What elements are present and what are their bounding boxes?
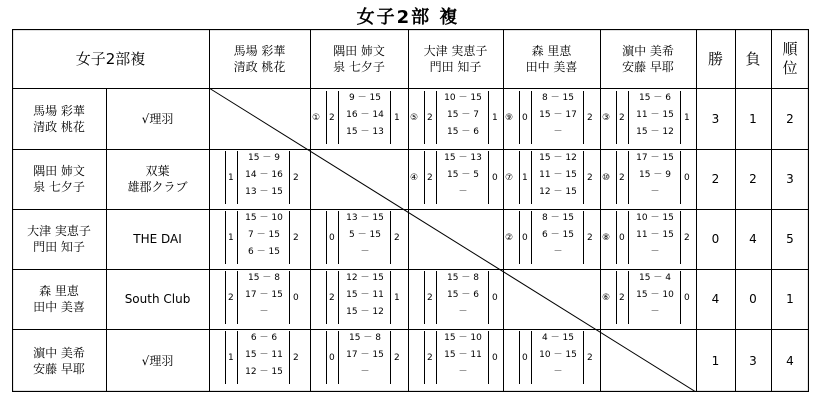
set-score: 15 － 4 — [639, 273, 671, 283]
wins-value: 2 — [711, 172, 720, 186]
set-score: 15 － 8 — [248, 273, 280, 283]
sets-lost: 2 — [293, 353, 299, 363]
team-header-4 — [503, 29, 600, 88]
player-name: 安藤 早耶 — [33, 361, 85, 376]
player-names — [12, 209, 106, 269]
set-score: 6 － 15 — [248, 247, 280, 257]
set-score: 12 － 15 — [245, 367, 283, 377]
set-score: 7 － 15 — [248, 230, 280, 240]
club-line: South Club — [124, 292, 191, 306]
set-score: 15 － 5 — [447, 170, 479, 180]
set-score: 6 － 6 — [250, 333, 278, 343]
set-score: 15 － 10 — [444, 333, 482, 343]
set-score: 12 － 15 — [346, 273, 384, 283]
sets-won: 1 — [228, 173, 234, 183]
sets-lost: 0 — [492, 293, 498, 303]
set-score: － — [650, 247, 660, 257]
set-score: 15 － 6 — [447, 127, 479, 137]
set-score: － — [259, 307, 269, 317]
player-names — [12, 149, 106, 209]
sets-lost: 2 — [293, 233, 299, 243]
set-score: 11 － 15 — [636, 230, 674, 240]
player-names — [12, 88, 106, 149]
match-number: ② — [505, 233, 514, 243]
losses-value: 4 — [749, 232, 757, 246]
match-number: ④ — [410, 173, 419, 183]
match-number: ⑥ — [602, 293, 611, 303]
player-names — [12, 269, 106, 329]
sets-lost: 2 — [587, 353, 593, 363]
player-name: 清政 桃花 — [33, 119, 85, 134]
match-number: ⑦ — [505, 173, 514, 183]
sets-won: 0 — [522, 113, 528, 123]
set-score: 15 － 13 — [444, 153, 482, 163]
sets-won: 2 — [619, 173, 625, 183]
set-score: 8 － 15 — [542, 213, 574, 223]
rank-header-char: 位 — [782, 58, 798, 77]
player-name: 泉 七夕子 — [33, 180, 85, 194]
set-score: 15 － 10 — [245, 213, 283, 223]
sets-lost: 1 — [492, 113, 498, 123]
club-name — [106, 209, 209, 269]
set-score: 15 － 11 — [346, 290, 384, 300]
sets-won: 0 — [522, 353, 528, 363]
sets-lost: 2 — [293, 173, 299, 183]
player-name: 隅田 姉文 — [33, 164, 85, 178]
set-score: 15 － 7 — [447, 110, 479, 120]
set-score: 15 － 8 — [349, 333, 381, 343]
club-line: √理羽 — [141, 353, 174, 368]
player-name: 濵中 美希 — [33, 345, 85, 360]
sets-won: 2 — [329, 113, 335, 123]
sets-lost: 0 — [684, 293, 690, 303]
team-header-name: 濵中 美希 — [622, 43, 674, 58]
sets-won: 2 — [427, 353, 433, 363]
sets-won: 2 — [619, 293, 625, 303]
wins-value: 3 — [711, 111, 720, 126]
sets-lost: 2 — [394, 233, 400, 243]
set-score: 5 － 15 — [349, 230, 381, 240]
sets-lost: 1 — [394, 293, 400, 303]
sets-won: 2 — [228, 293, 234, 303]
sets-won: 0 — [619, 233, 625, 243]
sets-lost: 2 — [684, 233, 690, 243]
sets-won: 1 — [228, 353, 234, 363]
set-score: － — [458, 187, 468, 197]
team-header-3 — [408, 29, 503, 88]
page-title: 女子2部 複 — [356, 7, 460, 28]
club-line: 雄郡クラブ — [127, 180, 188, 194]
club-line: THE DAI — [133, 232, 182, 246]
match-number: ① — [312, 113, 321, 123]
wins-value: 1 — [711, 353, 720, 368]
sets-won: 0 — [329, 353, 335, 363]
set-score: － — [360, 367, 370, 377]
sets-lost: 0 — [293, 293, 299, 303]
club-name — [106, 329, 209, 392]
set-score: 17 － 15 — [346, 350, 384, 360]
sets-lost: 0 — [492, 353, 498, 363]
set-score: 15 － 13 — [346, 127, 384, 137]
sets-won: 2 — [619, 113, 625, 123]
team-header-name: 馬場 彩華 — [233, 43, 286, 58]
match-number: ⑨ — [505, 113, 514, 123]
sets-won: 2 — [427, 173, 433, 183]
team-header-name: 清政 桃花 — [233, 59, 286, 74]
losses-value: 2 — [749, 172, 757, 186]
set-score: 15 － 12 — [539, 153, 577, 163]
set-score: － — [553, 127, 563, 137]
set-score: － — [360, 247, 370, 257]
sets-lost: 2 — [587, 173, 593, 183]
set-score: 15 － 9 — [639, 170, 671, 180]
rank-value: 5 — [786, 232, 794, 246]
set-score: 15 － 8 — [447, 273, 479, 283]
league-table — [12, 29, 809, 392]
set-score: 15 － 10 — [636, 290, 674, 300]
club-name — [106, 88, 209, 149]
player-name: 森 里恵 — [39, 284, 79, 298]
player-name: 馬場 彩華 — [33, 103, 85, 118]
club-name — [106, 149, 209, 209]
sets-won: 1 — [228, 233, 234, 243]
set-score: 15 － 9 — [248, 153, 280, 163]
set-score: － — [650, 307, 660, 317]
set-score: － — [553, 367, 563, 377]
player-name: 大津 実恵子 — [27, 224, 91, 238]
sets-won: 1 — [522, 173, 528, 183]
rank-value: 3 — [786, 172, 794, 186]
set-score: 15 － 11 — [245, 350, 283, 360]
losses-value: 3 — [749, 353, 757, 368]
set-score: 14 － 16 — [245, 170, 283, 180]
set-score: 12 － 15 — [539, 187, 577, 197]
set-score: － — [650, 187, 660, 197]
team-header-name: 森 里恵 — [531, 43, 572, 58]
rank-value: 2 — [786, 111, 794, 126]
set-score: 15 － 12 — [636, 127, 674, 137]
rank-value: 1 — [786, 292, 794, 306]
team-header-name: 田中 美喜 — [525, 59, 578, 74]
set-score: 15 － 12 — [346, 307, 384, 317]
set-score: 13 － 15 — [346, 213, 384, 223]
team-header-2 — [310, 29, 408, 88]
sets-won: 0 — [329, 233, 335, 243]
sets-lost: 0 — [492, 173, 498, 183]
sets-lost: 1 — [394, 113, 400, 123]
team-header-name: 泉 七夕子 — [333, 59, 385, 74]
table-corner-title: 女子2部複 — [75, 49, 146, 68]
sets-won: 2 — [427, 293, 433, 303]
losses-value: 0 — [749, 292, 757, 306]
set-score: 4 － 15 — [542, 333, 574, 343]
set-score: － — [458, 367, 468, 377]
match-number: ⑧ — [602, 233, 611, 243]
team-header-5 — [600, 29, 696, 88]
team-header-name: 安藤 早耶 — [622, 59, 674, 74]
set-score: 16 － 14 — [346, 110, 384, 120]
set-score: 15 － 17 — [539, 110, 577, 120]
rank-value: 4 — [786, 353, 794, 368]
match-number: ⑤ — [410, 113, 419, 123]
set-score: 10 － 15 — [539, 350, 577, 360]
set-score: 10 － 15 — [636, 213, 674, 223]
rank-header-char: 順 — [782, 39, 798, 58]
player-names — [12, 329, 106, 392]
team-header-1 — [209, 29, 310, 88]
set-score: 15 － 11 — [444, 350, 482, 360]
losses-value: 1 — [749, 111, 757, 126]
set-score: 15 － 6 — [639, 93, 671, 103]
sets-lost: 2 — [394, 353, 400, 363]
player-name: 田中 美喜 — [33, 300, 85, 314]
club-line: 双葉 — [145, 164, 170, 178]
set-score: － — [553, 247, 563, 257]
wins-value: 0 — [711, 232, 720, 246]
set-score: 8 － 15 — [542, 93, 574, 103]
sets-lost: 0 — [684, 173, 690, 183]
sets-lost: 2 — [587, 113, 593, 123]
set-score: 13 － 15 — [245, 187, 283, 197]
match-number: ③ — [602, 113, 611, 123]
player-name: 門田 知子 — [33, 240, 85, 254]
sets-won: 0 — [522, 233, 528, 243]
team-header-name: 隅田 姉文 — [333, 43, 385, 58]
rank-header — [771, 29, 809, 88]
set-score: 9 － 15 — [349, 93, 381, 103]
set-score: 11 － 15 — [539, 170, 577, 180]
team-header-name: 大津 実恵子 — [423, 43, 488, 58]
team-header-name: 門田 知子 — [429, 59, 482, 74]
sets-won: 2 — [329, 293, 335, 303]
set-score: 11 － 15 — [636, 110, 674, 120]
set-score: － — [458, 307, 468, 317]
wins-header: 勝 — [707, 49, 723, 68]
club-name — [106, 269, 209, 329]
set-score: 17 － 15 — [245, 290, 283, 300]
sets-won: 2 — [427, 113, 433, 123]
match-number: ⑩ — [602, 173, 611, 183]
sets-lost: 1 — [684, 113, 690, 123]
set-score: 15 － 6 — [447, 290, 479, 300]
set-score: 10 － 15 — [444, 93, 482, 103]
club-line: √理羽 — [141, 111, 174, 126]
set-score: 17 － 15 — [636, 153, 674, 163]
losses-header: 負 — [745, 49, 761, 68]
set-score: 6 － 15 — [542, 230, 574, 240]
sets-lost: 2 — [587, 233, 593, 243]
wins-value: 4 — [711, 292, 720, 306]
